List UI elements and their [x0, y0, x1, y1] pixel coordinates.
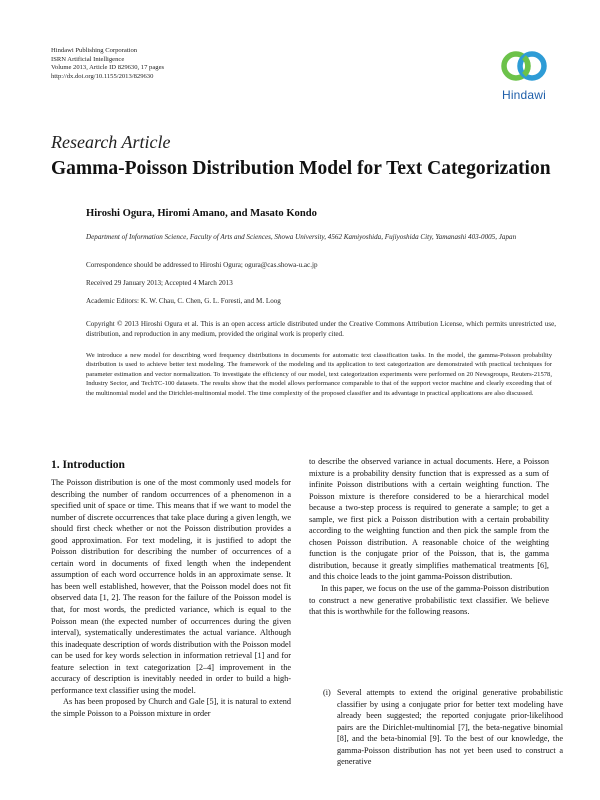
abstract: We introduce a new model for describing word frequency distributions in documents for automatic text classification tasks. In the model, the gamma-Poisson probability distribution is used to achieve better text modeling. The framework of the modeling and its application to text categorization are demonstrated with practical techniques for parameter estimation and vector normalization. To investigate the efficiency of our model, text categorization experiments were performed on 20 Newsgroups, Reuters-21578, Industry Sector, and TechTC-100 datasets. The results show that the model allows performance comparable to that of the support vector machine and clearly exceeding that of the multinomial model and the Dirichlet-multinomial model. The time complexity of the proposed classifier and its advantage in practical applications are also discussed. [86, 352, 552, 397]
right-column [309, 456, 549, 618]
author-list: Hiroshi Ogura, Hiromi Amano, and Masato Kondo [86, 208, 317, 219]
affiliation: Department of Information Science, Faculty of Arts and Sciences, Showa University, 4562 Kamiyoshida, Fujiyoshida City, Yamanashi 403-0005, Japan [86, 233, 517, 241]
doi-link[interactable]: http://dx.doi.org/10.1155/2013/829630 [51, 72, 154, 80]
article-type: Research Article [51, 132, 171, 152]
academic-editors: Academic Editors: K. W. Chau, C. Chen, G. L. Foresti, and M. Loog [86, 297, 281, 305]
paragraph: As has been proposed by Church and Gale [5], it is natural to extend the simple Poisson to a Poisson mixture in order [51, 697, 291, 718]
paragraph: The Poisson distribution is one of the most commonly used models for describing the number of random occurrences of a phenomenon in a specified unit of space or time. This means that if we want to model the number of discrete occurrences that take place during a given length, we should first check whether or not the Poisson distribution provides a good approximation. For text modeling, it is justified to adopt the Poisson distribution for describing the number of occurrences of a certain word in documents of fixed length when the independent assumption of each word occurrence holds in an approximate sense. It has been well established, however, that the Poisson model does not fit observed data [1, 2]. The reason for the failure of the Poisson model is that, for most words, the predicted variance, which is equal to the Poisson mean (the expected number of occurrences during the given interval), systematically underestimates the actual variance. Although this inadequate description of words distribution with the Poisson model can be used for key words selection in information retrieval [1] and for feature selection in text categorization [2–4] improvement in the accuracy of description is inevitably needed in order to build a high-performance text classifier using the model. [51, 478, 291, 695]
paragraph: In this paper, we focus on the use of the gamma-Poisson distribution to construct a new generative probabilistic text classifier. We believe that this is worthwhile for the following reasons. [309, 584, 549, 617]
left-column [51, 477, 291, 719]
page-title: Gamma-Poisson Distribution Model for Text Categorization [51, 158, 551, 179]
journal-line: ISRN Artificial Intelligence [51, 55, 125, 63]
correspondence: Correspondence should be addressed to Hiroshi Ogura; ogura@cas.showa-u.ac.jp [86, 261, 318, 269]
journal-header [51, 47, 164, 81]
copyright-notice: Copyright © 2013 Hiroshi Ogura et al. This is an open access article distributed under the Creative Commons Attribution License, which permits unrestricted use, distribution, and reproduction in any medium, provided the original work is properly cited. [86, 320, 556, 338]
received-accepted-dates: Received 29 January 2013; Accepted 4 March 2013 [86, 279, 233, 287]
hindawi-logo [494, 44, 554, 106]
list-item-text: Several attempts to extend the original generative probabilistic classifier by using a conjugate prior for better text modeling have already been suggested; the reported conjugate prior-likelihood pairs are the Dirichlet-multinomial [7], the beta-negative binomial [8], and the beta-binomial [9]. To the best of our knowledge, the gamma-Poisson distribution has not yet been used to construct a generative [337, 688, 563, 767]
list-item-number: (i) [323, 688, 331, 697]
logo-wordmark: Hindawi [501, 88, 547, 102]
volume-line: Volume 2013, Article ID 829630, 17 pages [51, 64, 165, 72]
section-heading: 1. Introduction [51, 459, 125, 471]
logo-rings-icon [494, 44, 554, 88]
paragraph: to describe the observed variance in actual documents. Here, a Poisson mixture is a probability density function that is expressed as a sum of infinite Poisson distributions with a certain weighting function. The Poisson mixture is therefore considered to be a hierarchical model because a two-step process is required to generate a sample; to get a sample, we first pick a Poisson distribution with a certain probability according to the weighting function and then pick the sample from the chosen Poisson distribution. A reasonable choice of the weighting function is the conjugate prior of the Poisson, that is, the gamma distribution, because it greatly simplifies mathematical treatments [6], and this choice leads to the joint gamma-Poisson distribution. [309, 457, 549, 582]
list-item [323, 687, 563, 768]
publisher-line: Hindawi Publishing Corporation [51, 47, 138, 54]
